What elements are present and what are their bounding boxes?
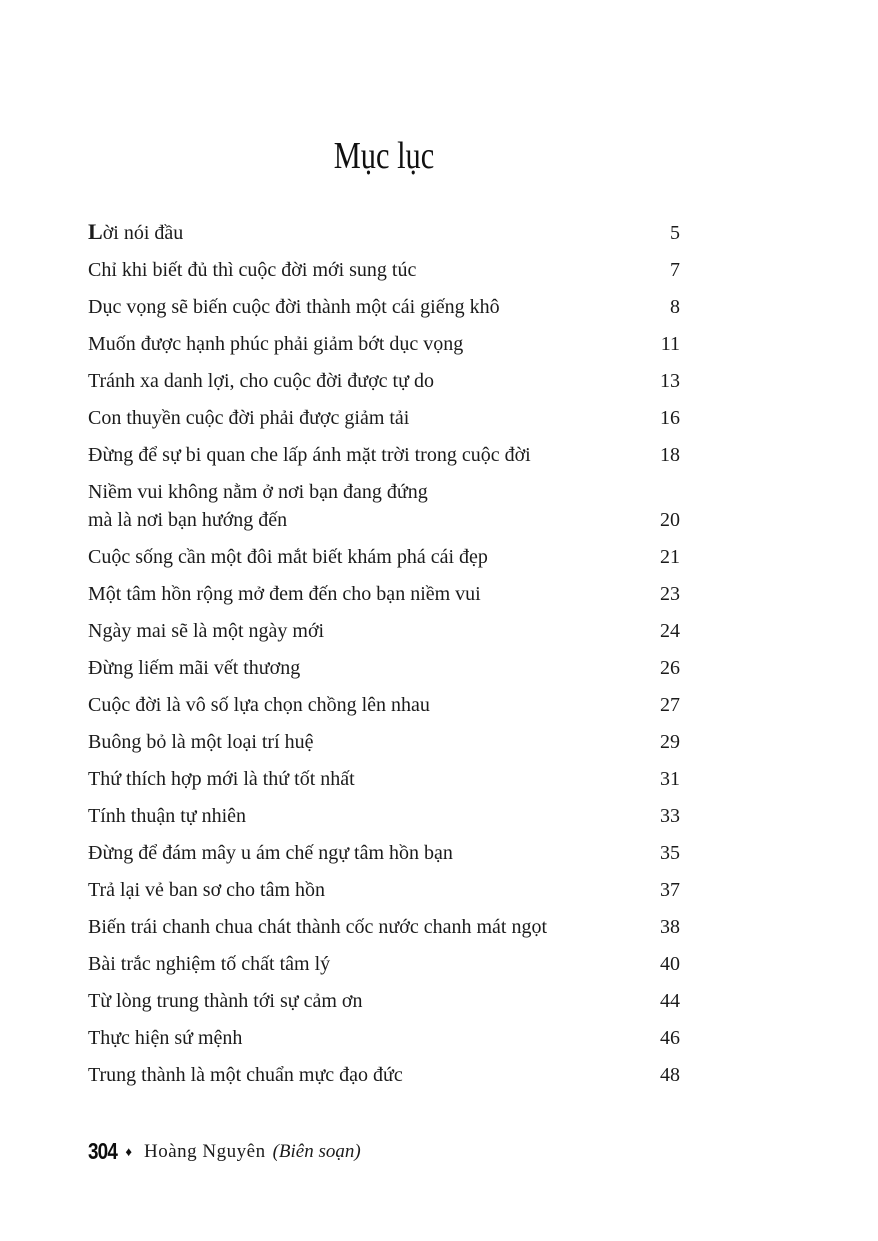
toc-entry-title xyxy=(88,876,646,904)
toc-entry-page: 7 xyxy=(670,259,680,281)
toc-entry-title xyxy=(88,580,646,608)
toc-entry-page: 8 xyxy=(670,296,680,318)
toc-entry-line: Từ lòng trung thành tới sự cảm ơn xyxy=(88,990,363,1012)
toc-entry-title xyxy=(88,802,646,830)
toc-entry xyxy=(88,367,680,395)
toc-entry-page: 16 xyxy=(660,407,680,429)
toc-entry-title xyxy=(88,1061,646,1089)
toc-entry-line: Chỉ khi biết đủ thì cuộc đời mới sung túc xyxy=(88,259,417,281)
toc-entry xyxy=(88,478,680,534)
toc-entry xyxy=(88,876,680,904)
toc-entry-line: Cuộc đời là vô số lựa chọn chồng lên nhau xyxy=(88,694,430,716)
page-footer xyxy=(88,1138,361,1165)
toc-entry-title xyxy=(88,987,646,1015)
toc-entry-line: Niềm vui không nằm ở nơi bạn đang đứng xyxy=(88,481,428,503)
toc-entry-page: 13 xyxy=(660,370,680,392)
toc-entry-page: 38 xyxy=(660,916,680,938)
toc-entry-line: Trung thành là một chuẩn mực đạo đức xyxy=(88,1064,403,1086)
toc-entry-title xyxy=(88,617,646,645)
toc-entry-title xyxy=(88,256,646,284)
toc-entry-title xyxy=(88,1024,646,1052)
toc-entry-line: Buông bỏ là một loại trí huệ xyxy=(88,731,314,753)
toc-entry-line: Đừng để sự bi quan che lấp ánh mặt trời trong cuộc đời xyxy=(88,444,531,466)
toc-entry xyxy=(88,654,680,682)
toc-entry-title xyxy=(88,691,646,719)
toc-entry-page: 35 xyxy=(660,842,680,864)
toc-entry xyxy=(88,765,680,793)
toc-entry xyxy=(88,839,680,867)
toc-entry-title xyxy=(88,367,646,395)
toc-entry-title xyxy=(88,543,646,571)
toc-entry-line: mà là nơi bạn hướng đến xyxy=(88,509,288,531)
toc-entry-page: 29 xyxy=(660,731,680,753)
toc-entry-page: 27 xyxy=(660,694,680,716)
toc-entry xyxy=(88,617,680,645)
toc-entry-line: Thực hiện sứ mệnh xyxy=(88,1027,243,1049)
toc-entry xyxy=(88,293,680,321)
toc-entry xyxy=(88,218,680,247)
toc-entry-page: 26 xyxy=(660,657,680,679)
toc-entry-page: 20 xyxy=(660,509,680,531)
toc-entry-line: Bài trắc nghiệm tố chất tâm lý xyxy=(88,953,331,975)
toc-entry-line: Thứ thích hợp mới là thứ tốt nhất xyxy=(88,768,355,790)
toc-entry-title xyxy=(88,950,646,978)
toc-entry-page: 46 xyxy=(660,1027,680,1049)
toc-entry-page: 21 xyxy=(660,546,680,568)
toc-entry-page: 40 xyxy=(660,953,680,975)
toc-entry-page: 48 xyxy=(660,1064,680,1086)
page-title: Mục lục xyxy=(333,135,435,177)
toc-entry xyxy=(88,441,680,469)
toc-entry-line: Tính thuận tự nhiên xyxy=(88,805,247,827)
toc-entry-line: Ngày mai sẽ là một ngày mới xyxy=(88,620,325,642)
toc-entry xyxy=(88,404,680,432)
toc-entry-line: Dục vọng sẽ biến cuộc đời thành một cái giếng khô xyxy=(88,296,500,318)
toc-entry-title xyxy=(88,765,646,793)
toc-list xyxy=(88,218,680,1089)
toc-entry xyxy=(88,913,680,941)
toc-entry-page: 31 xyxy=(660,768,680,790)
toc-entry xyxy=(88,987,680,1015)
toc-entry-title xyxy=(88,330,646,358)
toc-entry-title xyxy=(88,654,646,682)
toc-entry-page: 24 xyxy=(660,620,680,642)
toc-entry-line: Một tâm hồn rộng mở đem đến cho bạn niềm vui xyxy=(88,583,481,605)
toc-entry-line: Đừng để đám mây u ám chế ngự tâm hồn bạn xyxy=(88,842,453,864)
toc-entry xyxy=(88,728,680,756)
diamond-bullet-icon: ♦ xyxy=(125,1143,133,1159)
toc-entry-line: Lời nói đầu xyxy=(88,219,184,244)
footer-role-note: (Biên soạn) xyxy=(272,1140,361,1162)
footer-author: Hoàng Nguyên xyxy=(144,1140,266,1162)
toc-entry xyxy=(88,1024,680,1052)
toc-entry xyxy=(88,1061,680,1089)
toc-entry-title xyxy=(88,293,646,321)
toc-entry-title xyxy=(88,404,646,432)
toc-entry xyxy=(88,691,680,719)
toc-entry xyxy=(88,802,680,830)
toc-entry-title xyxy=(88,441,646,469)
toc-entry-line: Đừng liếm mãi vết thương xyxy=(88,657,301,679)
toc-entry-line: Con thuyền cuộc đời phải được giảm tải xyxy=(88,407,410,429)
toc-entry-page: 23 xyxy=(660,583,680,605)
folio-page-number: 304 xyxy=(88,1138,118,1164)
toc-entry xyxy=(88,580,680,608)
toc-entry xyxy=(88,950,680,978)
toc-entry-title xyxy=(88,218,646,247)
toc-entry-page: 18 xyxy=(660,444,680,466)
toc-entry-line: Muốn được hạnh phúc phải giảm bớt dục vọng xyxy=(88,333,464,355)
toc-entry-page: 37 xyxy=(660,879,680,901)
toc-entry-line: Tránh xa danh lợi, cho cuộc đời được tự do xyxy=(88,370,434,392)
toc-entry-title xyxy=(88,913,646,941)
toc-entry-page: 5 xyxy=(670,222,680,244)
toc-entry-page: 33 xyxy=(660,805,680,827)
toc-entry xyxy=(88,330,680,358)
toc-entry-title xyxy=(88,478,646,534)
toc-entry-line: Cuộc sống cần một đôi mắt biết khám phá cái đẹp xyxy=(88,546,488,568)
toc-entry-line: Trả lại vẻ ban sơ cho tâm hồn xyxy=(88,879,326,901)
toc-entry-page: 11 xyxy=(660,333,680,355)
toc-entry xyxy=(88,543,680,571)
toc-entry-title xyxy=(88,728,646,756)
toc-entry-page: 44 xyxy=(660,990,680,1012)
toc-entry-title xyxy=(88,839,646,867)
content-column xyxy=(88,0,680,1098)
toc-entry xyxy=(88,256,680,284)
toc-entry-line: Biến trái chanh chua chát thành cốc nước chanh mát ngọt xyxy=(88,916,548,938)
